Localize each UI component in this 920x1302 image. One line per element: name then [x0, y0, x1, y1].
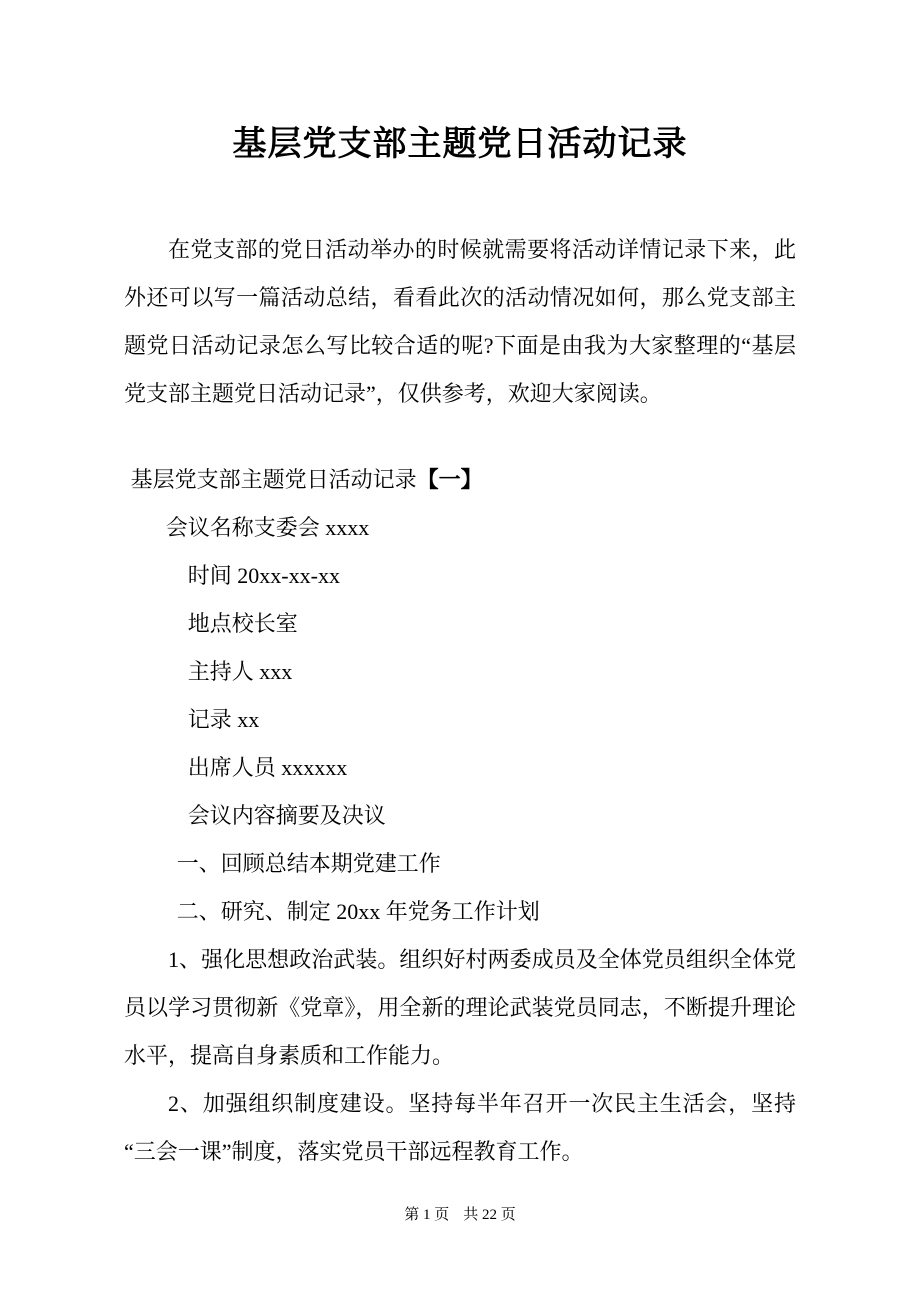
intro-paragraph: 在党支部的党日活动举办的时候就需要将活动详情记录下来，此外还可以写一篇活动总结，看看此次的活动情况如何，那么党支部主题党日活动记录怎么写比较合适的呢?下面是由我为大家整理的“基层党支部主题党日活动记录”，仅供参考，欢迎大家阅读。: [124, 237, 796, 406]
body-paragraph-1: 1、强化思想政治武装。组织好村两委成员及全体党员组织全体党员以学习贯彻新《党章》，用全新的理论武装党员同志，不断提升理论水平，提高自身素质和工作能力。: [124, 947, 796, 1068]
meeting-field-attendees: 出席人员 xxxxxx: [187, 755, 348, 780]
body-paragraph-2: 2、加强组织制度建设。坚持每半年召开一次民主生活会，坚持“三会一课”制度，落实党员干部远程教育工作。: [124, 1091, 796, 1164]
document-body: [0, 226, 920, 1176]
meeting-field-host: 主持人 xxx: [187, 659, 293, 684]
meeting-field-name: 会议名称支委会 xxxx: [165, 515, 370, 540]
section-heading: [124, 456, 796, 504]
agenda-item-1: 一、回顾总结本期党建工作: [176, 851, 441, 876]
page-number-current: 第 1 页: [404, 1207, 450, 1223]
document-title: 基层党支部主题党日活动记录: [232, 126, 688, 163]
page-footer: [0, 1205, 920, 1225]
section-heading-text: 基层党支部主题党日活动记录: [130, 467, 417, 492]
meeting-field-recorder: 记录 xx: [187, 707, 260, 732]
meeting-field-summary: 会议内容摘要及决议: [187, 803, 386, 828]
meeting-field-time: 时间 20xx-xx-xx: [187, 563, 340, 588]
section-heading-marker: 【一】: [416, 467, 483, 492]
page-number-total: 共 22 页: [463, 1207, 516, 1223]
agenda-item-2: 二、研究、制定 20xx 年党务工作计划: [176, 899, 540, 924]
meeting-field-place: 地点校长室: [187, 611, 298, 636]
